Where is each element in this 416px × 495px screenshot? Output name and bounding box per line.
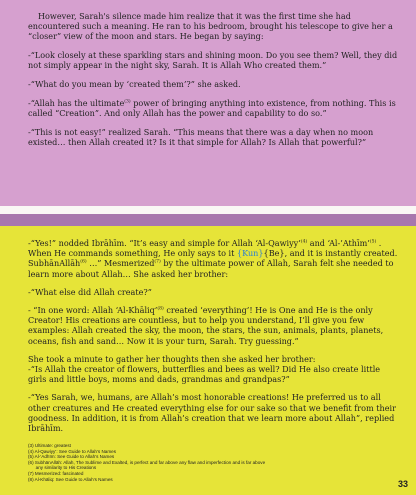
paragraph [28, 238, 398, 279]
page-number: 33 [397, 479, 408, 489]
text-run: -“Allah has the ultimate [28, 97, 125, 108]
paragraph: -“Yes Sarah, we, humans, are Allah’s most honorable creations! He preferred us to all other creatures and He created everything else for our sake so that we benefit from their goodness. In addition, it is from Allah’s creation that we learn more about Allah”, replied Ibrāhīm. [28, 392, 396, 434]
footnote-ref: (6) [80, 259, 87, 265]
footnote: (6) SubhānAllāh: Allah, The Sublime and Exalted, is perfect and far above any flaw and imperfection and is far above [28, 459, 266, 465]
paragraph [28, 98, 398, 118]
footnote-ref: (4) [300, 239, 308, 245]
paragraph: She took a minute to gather her thoughts then she asked her brother: [28, 353, 316, 364]
paragraph: However, Sarah's silence made him realize that it was the first time she had encountered such a meaning. He ran to his bedroom, brought his telescope to give her a “closer” view of the moon and stars. He began by saying: [28, 11, 393, 42]
footnote: (8) Al-Khāliq: See Guide to Allah’s Names [28, 476, 113, 482]
divider-band-light [0, 206, 416, 214]
text-run: power of bringing anything into existence, from nothing. This is called “Creation”. And only Allah has the power and capability to do so.” [28, 97, 396, 118]
footnote: (4) Al-Qawiyy’: See Guide to Allah’s Names [28, 448, 116, 454]
paragraph [28, 305, 398, 346]
footnote-ref: (7) [154, 259, 161, 265]
paragraph: -“This is not easy!” realized Sarah. “This means that there was a day when no moon existed… then Allah created it? Is it that simple for Allah? Is Allah that powerful?” [28, 126, 374, 147]
text-run: …” Mesmerized [86, 258, 155, 269]
paragraph: -“Look closely at these sparkling stars and shining moon. Do you see them? Well, they did not simply appear in the night sky, Sarah. It is Allah Who created them.” [28, 50, 398, 71]
footnote: any similarity to His Creations [28, 465, 97, 471]
paragraph: -“What else did Allah create?” [28, 286, 152, 297]
text-run: -“Yes!” nodded Ibrāhīm. “It’s easy and simple for Allah ‘Al-Qawiyy’ [28, 238, 301, 248]
footnote: (7) Mesmerized: fascinated [28, 470, 84, 476]
text-run: . When He commands something, He only says to it [28, 238, 382, 259]
text-run: {Be}, and it is instantly created. SubhānAllāh [28, 248, 398, 269]
footnote: (3) Ultimate: greatest [28, 443, 71, 448]
text-run: created ‘everything’! He is One and He is the only Creator! His creations are countless, but to help you understand, I’ll give you few examples: Allah created the sky, the moon, the stars, the sun, animals, plants, planets, oceans, fish and sand… Now it is your turn, Sarah. Try guessing.” [28, 305, 384, 346]
footnote: (5) Al-’Adhīm: See Guide to Allah’s Names [28, 454, 115, 460]
footnote-ref: (8) [157, 306, 164, 312]
footnotes [28, 443, 358, 482]
footnote-ref: (3) [124, 99, 131, 105]
text-run: by the ultimate power of Allah, Sarah felt she needed to learn more about Allah… She asked her brother: [28, 258, 394, 279]
footnote-ref: (5) [369, 239, 377, 245]
bottom-story-text [28, 238, 398, 441]
paragraph: -“Is Allah the creator of flowers, butterflies and bees as well? Did He also create little girls and little boys, moms and dads, grandmas and grandpas?” [28, 364, 381, 385]
text-run: and ‘Al-’Athīm’ [307, 238, 370, 248]
top-story-text [28, 11, 398, 156]
divider-band-purple [0, 214, 416, 226]
text-run: - “In one word: Allah ‘Al-Khāliq’ [28, 305, 158, 316]
highlighted-word: {Kun} [236, 248, 264, 259]
paragraph: -“What do you mean by ‘created them’?” she asked. [28, 79, 241, 90]
